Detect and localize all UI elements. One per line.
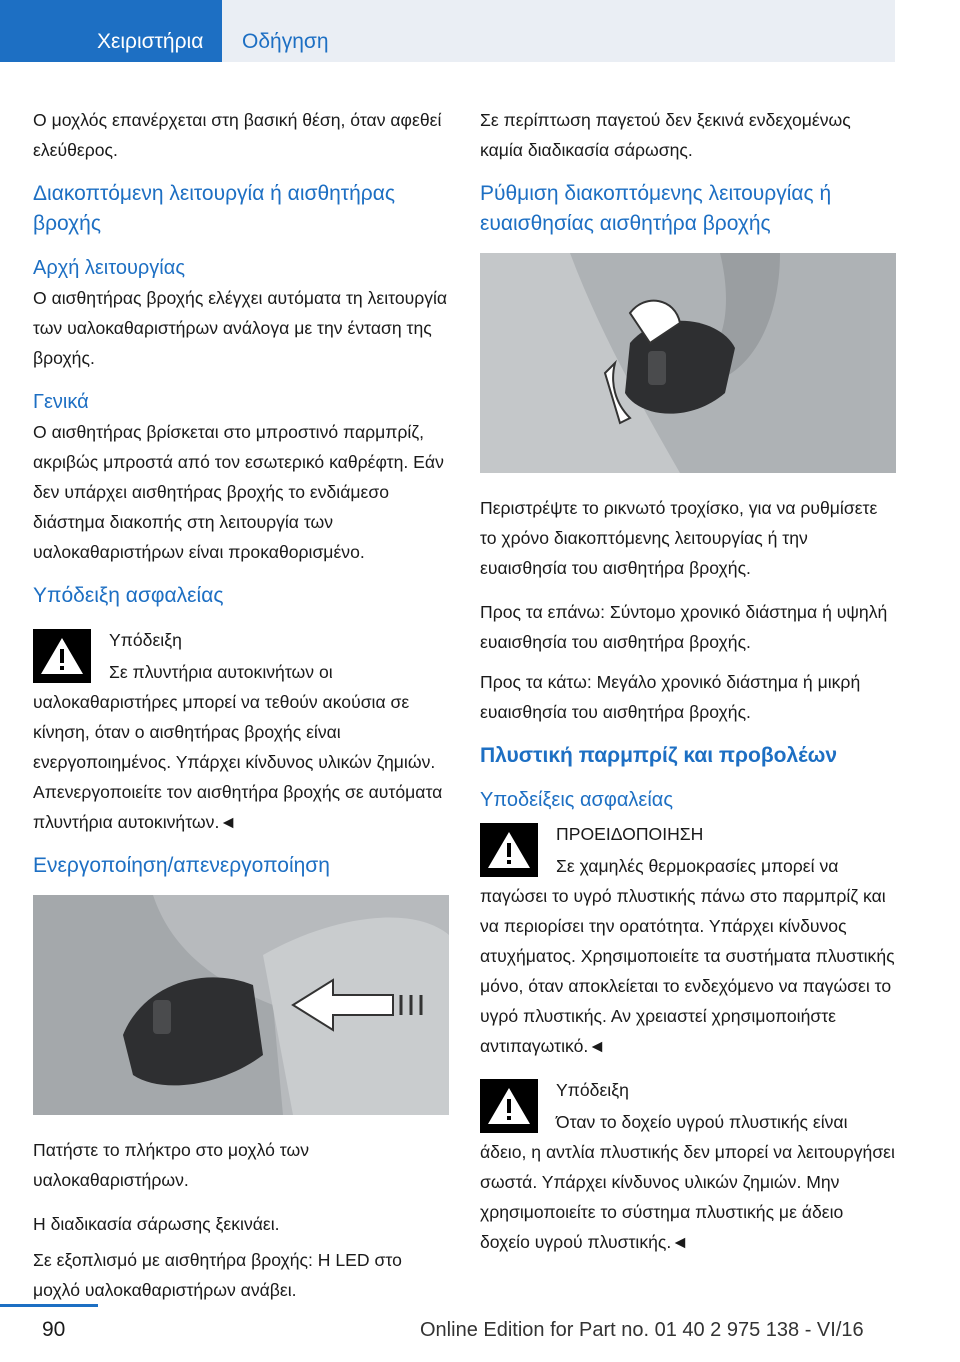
paragraph-downward: Προς τα κάτω: Μεγάλο χρονικό διάστημα ή μικρή ευαισθησία του αισθητήρα βροχής. <box>480 672 861 722</box>
heading-safety-note: Υπόδειξη ασφαλείας <box>33 584 224 607</box>
heading-washer: Πλυστική παρμπρίζ και προβολέων <box>480 744 838 767</box>
note-car-wash <box>33 625 449 837</box>
paragraph-frost: Σε περίπτωση παγετού δεν ξεκινά ενδεχομένως καμία διαδικασία σάρωσης. <box>480 110 851 160</box>
warning-icon <box>480 1079 538 1133</box>
paragraph-general: Ο αισθητήρας βρίσκεται στο μπροστινό παρμπρίζ, ακριβώς μπροστά από τον εσωτερικό καθρέφτη. Εάν δεν υπάρχει αισθητήρας βροχής το ενδιάμεσο διάστημα διακοπής στη λειτουργία των υαλοκαθαριστήρων είναι προκαθορισμένο. <box>33 422 444 562</box>
warning-freezing <box>480 819 896 1061</box>
warning-icon <box>33 629 91 683</box>
paragraph-upward: Προς τα επάνω: Σύντομο χρονικό διάστημα ή υψηλή ευαισθησία του αισθητήρα βροχής. <box>480 602 888 652</box>
footer-divider <box>0 1304 98 1307</box>
tab-controls-label: Χειριστήρια <box>97 30 204 53</box>
paragraph-principle: Ο αισθητήρας βροχής ελέγχει αυτόματα τη λειτουργία των υαλοκαθαριστήρων ανάλογα με την ένταση της βροχής. <box>33 288 448 368</box>
heading-activation: Ενεργοποίηση/απενεργοποίηση <box>33 854 330 877</box>
wiper-thumbwheel-image <box>480 253 896 473</box>
wiper-lever-press-image <box>33 895 449 1115</box>
tab-controls[interactable] <box>0 0 222 62</box>
note-label: Υπόδειξη <box>109 630 182 650</box>
tab-driving[interactable] <box>222 0 895 62</box>
right-column <box>480 105 896 1271</box>
paragraph-wipe-starts: Η διαδικασία σάρωσης ξεκινάει. <box>33 1214 280 1234</box>
warning-icon <box>480 823 538 877</box>
note2-text: Όταν το δοχείο υγρού πλυστικής είναι άδειο, η αντλία πλυστικής δεν μπορεί να λειτουργήσει σωστά. Υπάρχει κίνδυνος υλικών ζημιών. Μην χρησιμοποιείτε το σύστημα πλυστικής με άδειο δοχείο υγρού πλυστικής.◄ <box>480 1112 895 1252</box>
page-number: 90 <box>42 1318 66 1341</box>
note2-label: Υπόδειξη <box>556 1080 629 1100</box>
paragraph-press-button: Πατήστε το πλήκτρο στο μοχλό των υαλοκαθαριστήρων. <box>33 1140 310 1190</box>
paragraph-lever-return: Ο μοχλός επανέρχεται στη βασική θέση, όταν αφεθεί ελεύθερος. <box>33 110 442 160</box>
tab-driving-label: Οδήγηση <box>242 30 329 53</box>
paragraph-turn-wheel: Περιστρέψτε το ρικνωτό τροχίσκο, για να ρυθμίσετε το χρόνο διακοπτόμενης λειτουργίας ή την ευαισθησία του αισθητήρα βροχής. <box>480 498 878 578</box>
paragraph-led: Σε εξοπλισμό με αισθητήρα βροχής: Η LED στο μοχλό υαλοκαθαριστήρων ανάβει. <box>33 1250 402 1300</box>
header-bar <box>0 0 895 62</box>
heading-adjust: Ρύθμιση διακοπτόμενης λειτουργίας ή ευαισθησίας αισθητήρα βροχής <box>480 182 832 235</box>
warning-text: Σε χαμηλές θερμοκρασίες μπορεί να παγώσει το υγρό πλυστικής πάνω στο παρμπρίζ και να περιορίσει την ορατότητα. Υπάρχει κίνδυνος ατυχήματος. Χρησιμοποιείτε τα συστήματα πλυστικής μόνο, όταν αποκλείεται το ενδεχόμενο να παγώσει το υγρό πλυστικής. Αν χρειαστεί χρησιμοποιήστε αντιπαγωτικό.◄ <box>480 856 895 1056</box>
note-empty-reservoir <box>480 1075 896 1257</box>
subheading-principle: Αρχή λειτουργίας <box>33 257 185 279</box>
subheading-safety-notes: Υποδείξεις ασφαλείας <box>480 789 673 811</box>
edition-text: Online Edition for Part no. 01 40 2 975 138 - VI/16 <box>420 1319 864 1341</box>
heading-intermittent: Διακοπτόμενη λειτουργία ή αισθητήρας βροχής <box>33 182 395 235</box>
note-text: Σε πλυντήρια αυτοκινήτων οι υαλοκαθαριστήρες μπορεί να τεθούν ακούσια σε κίνηση, όταν ο αισθητήρας βροχής είναι ενεργοποιημένος. Υπάρχει κίνδυνος υλικών ζημιών. Απενεργοποιείτε τον αισθητήρα βροχής σε αυτόματα πλυντήρια αυτοκινήτων.◄ <box>33 662 443 832</box>
subheading-general: Γενικά <box>33 391 89 413</box>
warning-label: ΠΡΟΕΙΔΟΠΟΙΗΣΗ <box>556 824 704 844</box>
left-column <box>33 105 449 1319</box>
